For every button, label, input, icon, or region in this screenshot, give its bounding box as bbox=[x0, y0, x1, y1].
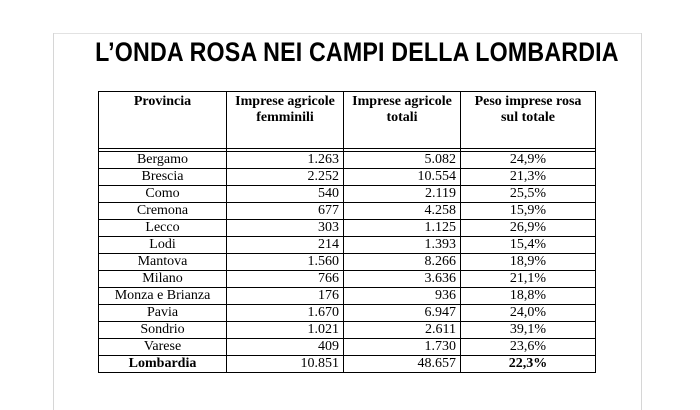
data-table bbox=[98, 91, 596, 373]
table-row bbox=[99, 237, 596, 254]
cell-peso: 24,0% bbox=[461, 305, 596, 322]
table-row bbox=[99, 322, 596, 339]
cell-provincia: Lodi bbox=[99, 237, 227, 254]
cell-femminili: 677 bbox=[227, 203, 344, 220]
table-header-row bbox=[99, 92, 596, 149]
cell-provincia: Varese bbox=[99, 339, 227, 356]
total-femminili: 10.851 bbox=[227, 356, 344, 373]
header-imprese-totali: Imprese agricole totali bbox=[344, 92, 461, 149]
cell-femminili: 303 bbox=[227, 220, 344, 237]
cell-totali: 8.266 bbox=[344, 254, 461, 271]
table-row bbox=[99, 220, 596, 237]
cell-femminili: 766 bbox=[227, 271, 344, 288]
total-provincia: Lombardia bbox=[99, 356, 227, 373]
cell-peso: 25,5% bbox=[461, 186, 596, 203]
header-imprese-femminili: Imprese agricole femminili bbox=[227, 92, 344, 149]
cell-totali: 936 bbox=[344, 288, 461, 305]
cell-peso: 21,1% bbox=[461, 271, 596, 288]
cell-peso: 21,3% bbox=[461, 169, 596, 186]
cell-femminili: 540 bbox=[227, 186, 344, 203]
cell-peso: 18,9% bbox=[461, 254, 596, 271]
page-border-right bbox=[641, 33, 642, 410]
cell-peso: 24,9% bbox=[461, 152, 596, 169]
table-row bbox=[99, 186, 596, 203]
cell-totali: 10.554 bbox=[344, 169, 461, 186]
cell-totali: 2.119 bbox=[344, 186, 461, 203]
cell-totali: 1.393 bbox=[344, 237, 461, 254]
cell-peso: 15,4% bbox=[461, 237, 596, 254]
cell-provincia: Monza e Brianza bbox=[99, 288, 227, 305]
table-row bbox=[99, 339, 596, 356]
table-row bbox=[99, 305, 596, 322]
cell-femminili: 1.560 bbox=[227, 254, 344, 271]
table-row bbox=[99, 288, 596, 305]
cell-femminili: 176 bbox=[227, 288, 344, 305]
cell-femminili: 1.670 bbox=[227, 305, 344, 322]
table-total-row bbox=[99, 356, 596, 373]
cell-provincia: Lecco bbox=[99, 220, 227, 237]
cell-provincia: Brescia bbox=[99, 169, 227, 186]
cell-femminili: 2.252 bbox=[227, 169, 344, 186]
table-row bbox=[99, 152, 596, 169]
page-border-top bbox=[53, 33, 642, 34]
cell-totali: 4.258 bbox=[344, 203, 461, 220]
table-row bbox=[99, 254, 596, 271]
cell-provincia: Milano bbox=[99, 271, 227, 288]
page-border-left bbox=[53, 33, 54, 410]
cell-provincia: Cremona bbox=[99, 203, 227, 220]
cell-provincia: Pavia bbox=[99, 305, 227, 322]
cell-peso: 18,8% bbox=[461, 288, 596, 305]
cell-peso: 39,1% bbox=[461, 322, 596, 339]
cell-totali: 2.611 bbox=[344, 322, 461, 339]
cell-peso: 23,6% bbox=[461, 339, 596, 356]
table-row bbox=[99, 169, 596, 186]
table-row bbox=[99, 271, 596, 288]
total-totali: 48.657 bbox=[344, 356, 461, 373]
cell-peso: 15,9% bbox=[461, 203, 596, 220]
cell-totali: 1.730 bbox=[344, 339, 461, 356]
cell-femminili: 1.263 bbox=[227, 152, 344, 169]
total-peso: 22,3% bbox=[461, 356, 596, 373]
header-peso-rosa: Peso imprese rosa sul totale bbox=[461, 92, 596, 149]
cell-totali: 1.125 bbox=[344, 220, 461, 237]
header-provincia: Provincia bbox=[99, 92, 227, 149]
page-title: L’ONDA ROSA NEI CAMPI DELLA LOMBARDIA bbox=[95, 37, 619, 67]
cell-peso: 26,9% bbox=[461, 220, 596, 237]
cell-femminili: 409 bbox=[227, 339, 344, 356]
cell-totali: 3.636 bbox=[344, 271, 461, 288]
cell-totali: 5.082 bbox=[344, 152, 461, 169]
cell-totali: 6.947 bbox=[344, 305, 461, 322]
cell-provincia: Sondrio bbox=[99, 322, 227, 339]
table-row bbox=[99, 203, 596, 220]
cell-femminili: 1.021 bbox=[227, 322, 344, 339]
cell-provincia: Como bbox=[99, 186, 227, 203]
cell-femminili: 214 bbox=[227, 237, 344, 254]
cell-provincia: Bergamo bbox=[99, 152, 227, 169]
cell-provincia: Mantova bbox=[99, 254, 227, 271]
